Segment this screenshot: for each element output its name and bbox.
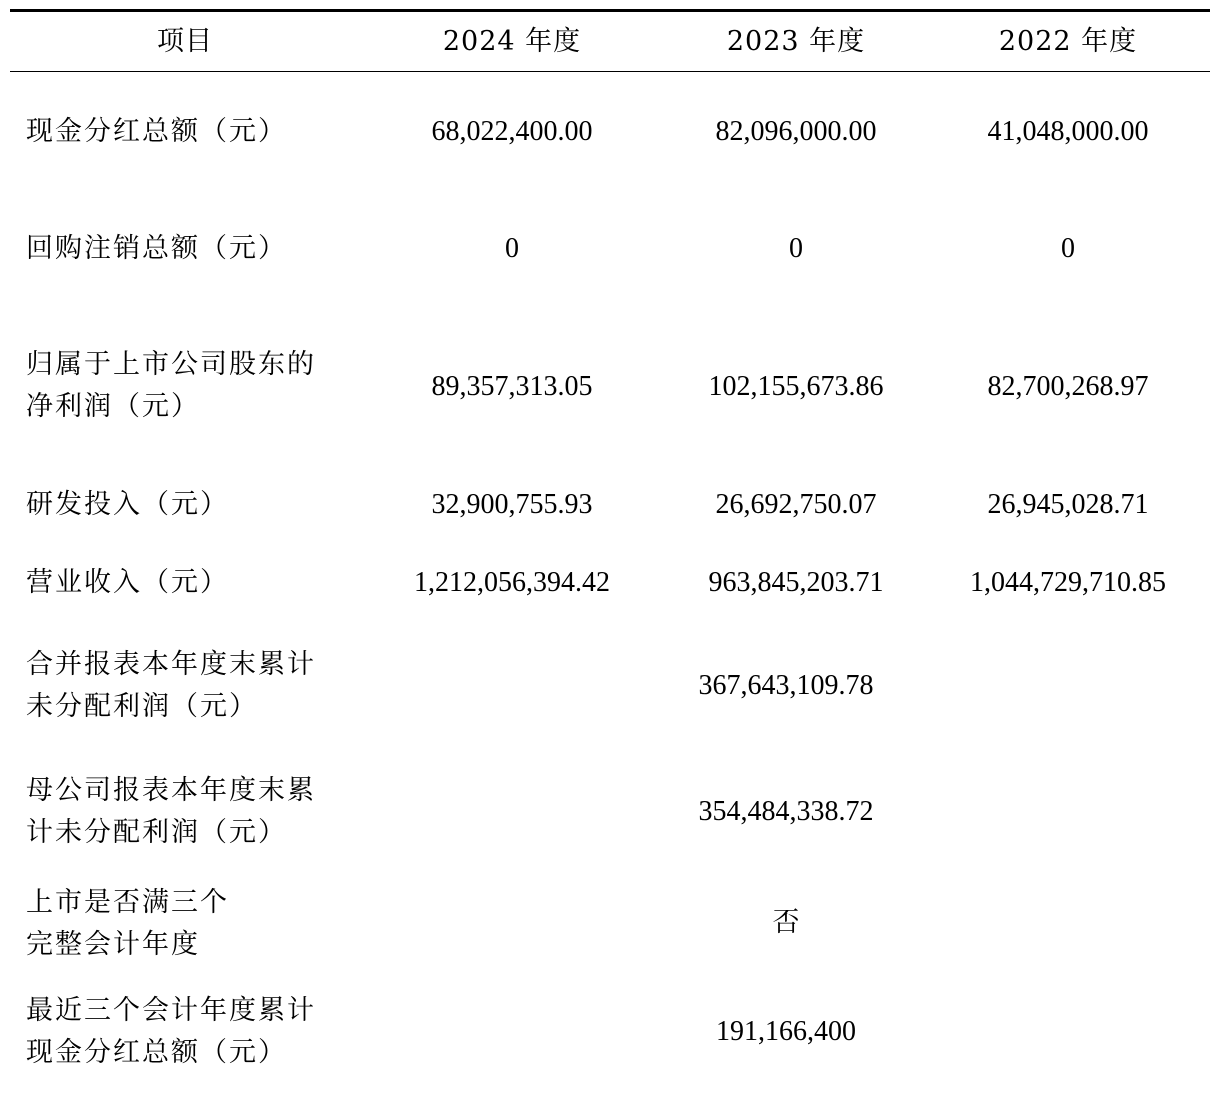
consolidated-undistributed-value: 367,643,109.78	[698, 670, 874, 701]
net-profit-2024: 89,357,313.05	[431, 371, 593, 402]
buyback-2022: 0	[1061, 233, 1075, 264]
row-label-consolidated-line2: 未分配利润（元）	[26, 691, 258, 722]
row-label-parent-line1: 母公司报表本年度末累	[26, 775, 316, 806]
rnd-2024: 32,900,755.93	[431, 489, 593, 520]
row-label-three-year-dividend-line2: 现金分红总额（元）	[26, 1037, 287, 1068]
row-label-listed-line2: 完整会计年度	[26, 929, 200, 960]
net-profit-2022: 82,700,268.97	[987, 371, 1149, 402]
revenue-2024: 1,212,056,394.42	[414, 567, 610, 598]
header-2022: 2022 年度	[998, 26, 1138, 57]
parent-undistributed-value: 354,484,338.72	[698, 796, 874, 827]
row-label-parent-line2: 计未分配利润（元）	[26, 817, 287, 848]
buyback-2023: 0	[789, 233, 803, 264]
listed-three-years-value: 否	[772, 907, 800, 938]
row-label-net-profit-line2: 净利润（元）	[26, 391, 200, 422]
three-year-cash-dividend-value: 191,166,400	[716, 1016, 856, 1047]
cash-dividend-2023: 82,096,000.00	[715, 116, 877, 147]
cash-dividend-2022: 41,048,000.00	[987, 116, 1149, 147]
table-top-rule	[10, 9, 1210, 12]
net-profit-2023: 102,155,673.86	[708, 371, 884, 402]
row-label-rnd: 研发投入（元）	[26, 489, 229, 520]
header-item: 项目	[157, 26, 213, 57]
revenue-2023: 963,845,203.71	[708, 567, 884, 598]
row-label-cash-dividend: 现金分红总额（元）	[26, 116, 287, 147]
row-label-listed-line1: 上市是否满三个	[26, 887, 229, 918]
buyback-2024: 0	[505, 233, 519, 264]
row-label-three-year-dividend-line1: 最近三个会计年度累计	[26, 995, 316, 1026]
rnd-2022: 26,945,028.71	[987, 489, 1149, 520]
rnd-2023: 26,692,750.07	[715, 489, 877, 520]
header-2023: 2023 年度	[726, 26, 866, 57]
row-label-net-profit-line1: 归属于上市公司股东的	[26, 349, 316, 380]
row-label-buyback: 回购注销总额（元）	[26, 233, 287, 264]
header-2024: 2024 年度	[442, 26, 582, 57]
revenue-2022: 1,044,729,710.85	[970, 567, 1166, 598]
cash-dividend-2024: 68,022,400.00	[431, 116, 593, 147]
row-label-consolidated-line1: 合并报表本年度末累计	[26, 649, 316, 680]
table-header-rule	[10, 71, 1210, 72]
row-label-revenue: 营业收入（元）	[26, 567, 229, 598]
